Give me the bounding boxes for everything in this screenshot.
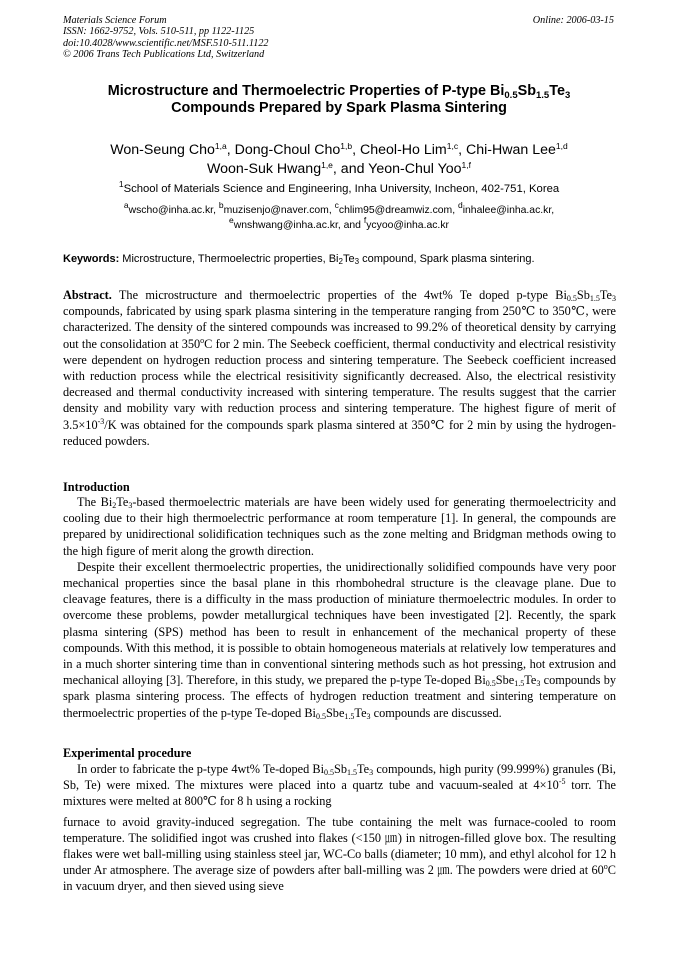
journal-name: Materials Science Forum <box>63 15 167 26</box>
paragraph: In order to fabricate the p-type 4wt% Te-doped $Bi_{0.5}Sb_{1.5}Te_3$ compounds, high purity (99.999%) granules (Bi, Sb, Te) were mixed. The mixtures were placed into a quartz tube and vacuum-sealed at $4\times 10^{-5}$ torr. The mixtures were melted at 800℃ for 8 h using a rocking <box>63 762 616 809</box>
issn-line: ISSN: 1662-9752, Vols. 510-511, pp 1122-1125 <box>63 26 255 38</box>
paper-title: Microstructure and Thermoelectric Properties of P-type $Bi_{0.5}Sb_{1.5}Te_3$ Compounds Prepared by Spark Plasma Sintering <box>107 83 571 116</box>
email-link[interactable]: inhalee@inha.ac.kr, <box>462 205 555 216</box>
abstract-label: Abstract. <box>63 288 112 302</box>
paragraph: The $Bi_2Te_3$-based thermoelectric materials are have been widely used for generating thermoelectricity and cooling due to their high thermoelectric performance at room temperature [1]. In general, the compounds are prepared by unidirectional solidification techniques such as the zone melting and Bridgman methods owing to the high figure of merit along the growth direction. <box>63 495 616 558</box>
abstract: Abstract. The microstructure and thermoelectric properties of the 4wt% Te doped p-type $Bi_{0.5}Sb_{1.5}Te_3$ compounds, fabricated by using spark plasma sintering in the temperature ranging from 250℃ to 350℃, were characterized. The density of the sintered compounds was increased to 99.2% of theoretical density by carrying out the consolidation at 350$^o$C for 2 min. The Seebeck coefficient, thermal conductivity and electrical resistivity were dependent on hydrogen reduction process and sintering temperature. The Seebeck coefficient increased with reduction process while the electrical resisitivity significantly decreased. Also, the electrical resistivity decreased and thermal conductivity increased with sintering temperature. The results suggest that the carrier density and mobility vary with reduction process and sintering temperature. The highest figure of merit of $3.5\times 10^{-3}/K$ was obtained for the compounds spark plasma sintered at 350℃ for 2 min by using the hydrogen-reduced powders. <box>63 288 616 448</box>
email-link[interactable]: chlim95@dreamwiz.com, <box>338 205 458 216</box>
email-link[interactable]: muzisenjo@naver.com, <box>223 205 335 216</box>
section-title-introduction: Introduction <box>63 480 130 494</box>
paragraph: Despite their excellent thermoelectric properties, the unidirectionally solidified compounds have very poor mechanical properties since the basal plane in this rhombohedral structure is the cleavage plane. Due to cleavage features, there is a difficulty in the mass production of miniature thermoelectric modules. In order to overcome these problems, powder metallurgical techniques have been investigated [2]. Recently, the spark plasma sintering (SPS) method has been to result in enhancement of the mechanical property of these compounds. With this method, it is possible to obtain homogeneous materials at relatively low temperatures and in a much shorter sintering time than in conventional sintering methods such as hot pressing, hot extrusion and mechanical alloying [3]. Therefore, in this study, we prepared the p-type Te-doped $Bi_{0.5}Sbe_{1.5}Te_3$ compounds by spark plasma sintering process. The effects of hydrogen reduction treatment and sintering temperature on thermoelectric properties of the p-type Te-doped $Bi_{0.5}Sbe_{1.5}Te_3$ compounds are discussed. <box>63 559 616 721</box>
doi-line[interactable]: doi:10.4028/www.scientific.net/MSF.510-511.1122 <box>63 37 269 49</box>
online-date: Online: 2006-03-15 <box>532 15 614 26</box>
email-link[interactable]: wnshwang@inha.ac.kr, and <box>233 219 364 231</box>
experimental-body <box>63 761 616 895</box>
paragraph: furnace to avoid gravity-induced segregation. The tube containing the melt was furnace-cooled to room temperature. The solidified ingot was crushed into flakes (<150 ㎛) in nitrogen-filled glove box. The resulting flakes were wet ball-milling using stainless steel jar, WC-Co balls (diameter; 10 mm), and ethyl alcohol for 12 h under Ar atmosphere. The average size of powders after ball-milling was 2 ㎛. The powders were dried at 60$^o$C in vacuum dryer, and then sieved using sieve <box>63 814 616 894</box>
copyright-line: © 2006 Trans Tech Publications Ltd, Switzerland <box>63 48 265 60</box>
email-link[interactable]: ycyoo@inha.ac.kr <box>366 219 449 231</box>
author-list: Won-Seung Cho$^{1,a}$, Dong-Choul Cho$^{1,b}$, Cheol-Ho Lim$^{1,c}$, Chi-Hwan Lee$^{1,d}$ Woon-Suk Hwang$^{1,e}$, and Yeon-Chul Yoo$^{1,f}$ <box>110 141 568 177</box>
keywords-label: Keywords: <box>63 253 120 265</box>
affiliation: $^1$School of Materials Science and Engineering, Inha University, Incheon, 402-751, Korea <box>118 179 560 195</box>
email-link[interactable]: wscho@inha.ac.kr, <box>128 205 219 216</box>
author-emails: $^a$wscho@inha.ac.kr, $^b$muzisenjo@naver.com, $^c$chlim95@dreamwiz.com, $^d$inhalee@inha.ac.kr, $^e$wnshwang@inha.ac.kr, and $^f$ycyoo@inha.ac.kr <box>123 200 555 231</box>
journal-header <box>63 15 269 60</box>
keywords-line: Keywords: Microstructure, Thermoelectric properties, $Bi_2Te_3$ compound, Spark plasma sintering. <box>63 253 535 266</box>
introduction-body <box>63 494 616 721</box>
section-title-experimental: Experimental procedure <box>63 746 192 760</box>
